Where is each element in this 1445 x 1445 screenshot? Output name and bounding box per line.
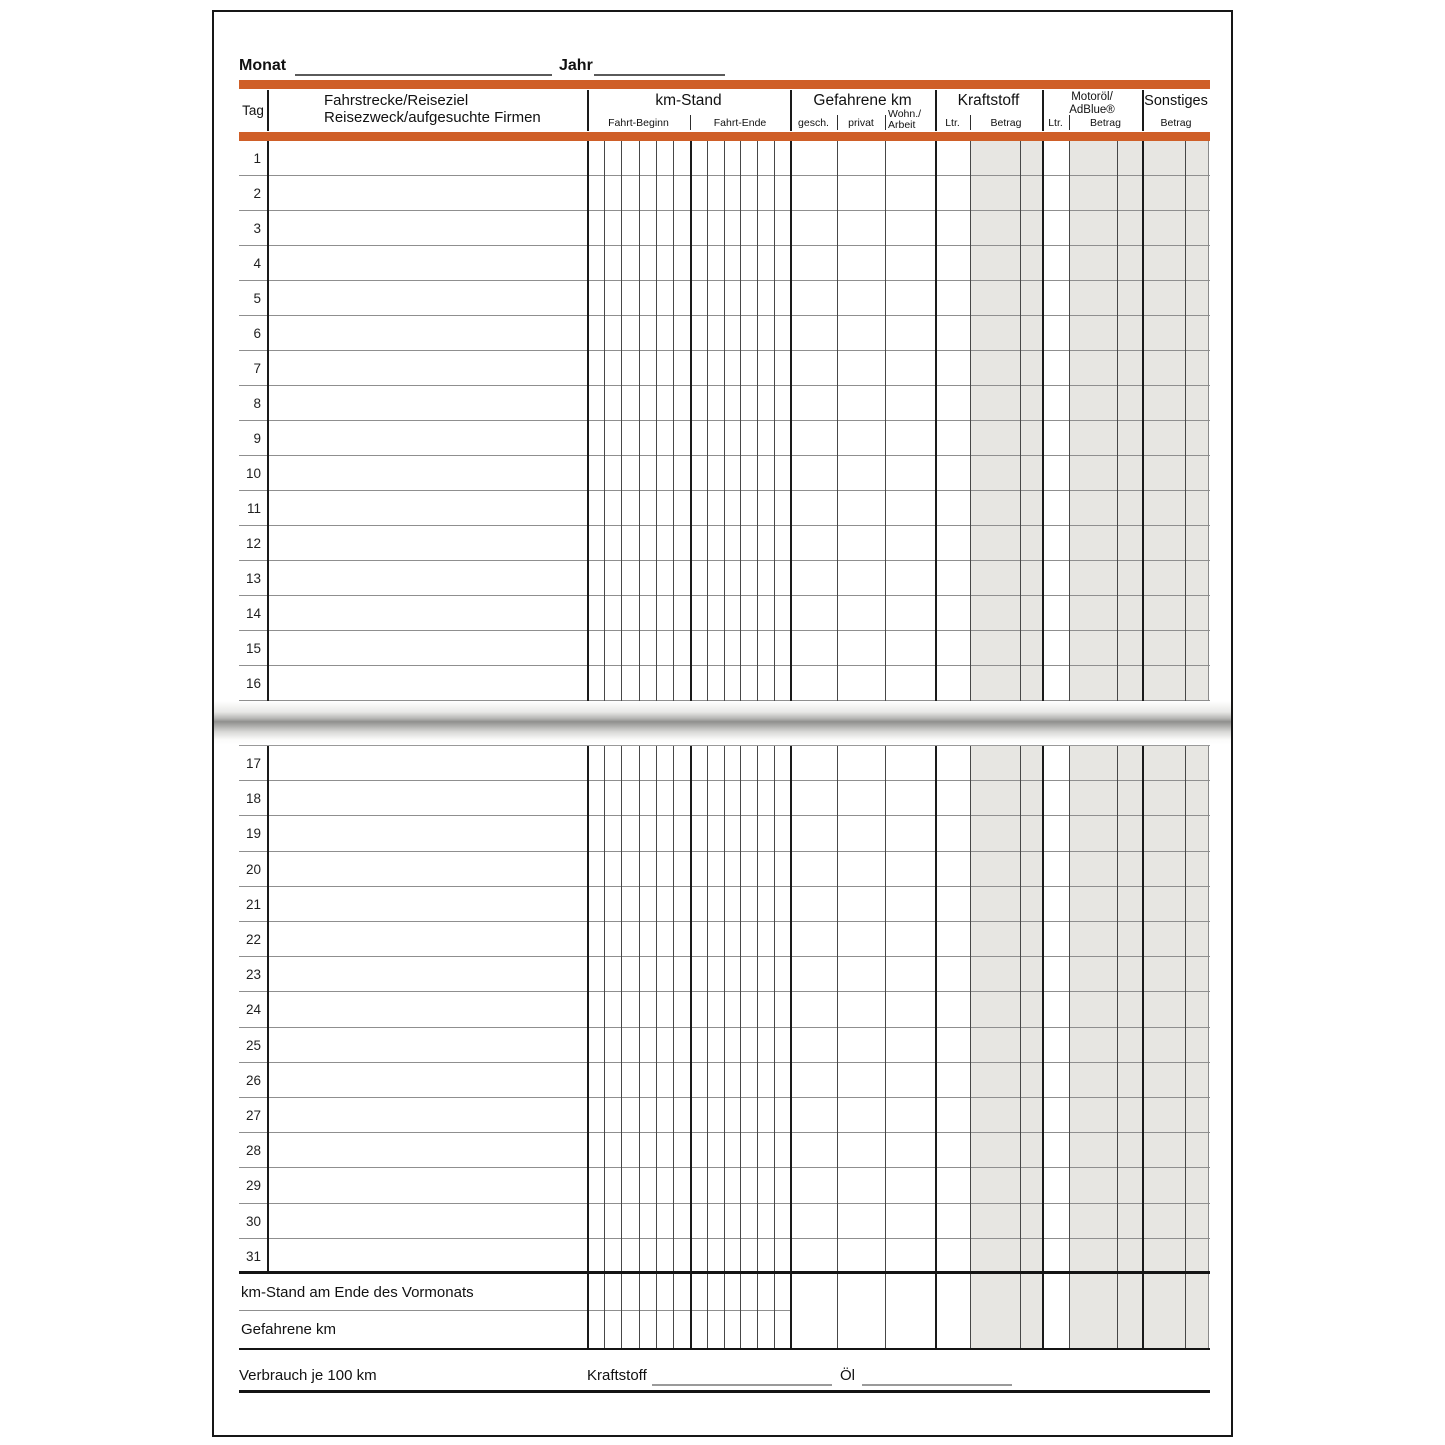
grid-vline: [1142, 141, 1144, 701]
grid-vline: [1042, 1274, 1044, 1348]
page-fold: [214, 701, 1231, 745]
wohn-line2: Arbeit: [888, 118, 916, 131]
days-table-lower: [239, 745, 1210, 1274]
grid-vline: [1042, 746, 1044, 1274]
grid-vline: [1042, 141, 1044, 701]
grid-vline: [935, 141, 937, 701]
grid-vline: [639, 1274, 640, 1348]
grid-vline: [757, 746, 758, 1274]
col-header-route: [324, 93, 541, 126]
col-header-sonstiges: Sonstiges: [1144, 93, 1208, 109]
grid-vline: [1117, 141, 1118, 701]
column-shading: [970, 746, 1042, 1274]
grid-vline: [1142, 746, 1144, 1274]
day-number: 24: [245, 1002, 261, 1018]
column-shading: [1142, 1274, 1209, 1348]
grid-vline: [673, 746, 674, 1274]
day-number: 25: [245, 1037, 261, 1053]
grid-vline: [774, 746, 775, 1274]
day-number: 11: [246, 501, 261, 516]
grid-vline: [267, 746, 269, 1274]
day-number: 2: [253, 186, 261, 201]
grid-vline: [790, 141, 792, 701]
grid-vline: [774, 141, 775, 701]
day-number: 8: [253, 396, 261, 411]
grid-vline: [970, 746, 971, 1274]
day-number: 6: [253, 326, 261, 341]
grid-vline: [673, 141, 674, 701]
day-number: 30: [245, 1213, 261, 1229]
motoroel-line2: AdBlue®: [1069, 103, 1115, 116]
day-number: 1: [253, 151, 261, 166]
header-divider: [267, 90, 269, 131]
day-number: 20: [245, 861, 261, 877]
day-number: 5: [253, 291, 261, 306]
grid-vline: [639, 746, 640, 1274]
monat-blank-line: [295, 74, 552, 76]
grid-vline: [757, 141, 758, 701]
col-header-gefahrene-km: Gefahrene km: [813, 92, 912, 109]
day-number: 10: [245, 466, 261, 481]
col-header-motoroel-betrag: Betrag: [1090, 117, 1121, 129]
grid-vline: [885, 1274, 886, 1348]
accent-bar-top: [239, 80, 1210, 89]
grid-vline: [604, 141, 605, 701]
grid-vline: [1185, 746, 1186, 1274]
grid-vline: [690, 1274, 692, 1348]
footer-bottom-line: [239, 1390, 1210, 1393]
col-header-tag: Tag: [242, 103, 264, 118]
grid-vline: [639, 141, 640, 701]
grid-vline: [790, 746, 792, 1274]
grid-vline: [621, 746, 622, 1274]
day-number: 29: [245, 1178, 261, 1194]
route-line2: Reisezweck/aufgesuchte Firmen: [324, 108, 541, 126]
monat-label: Monat: [239, 57, 287, 74]
grid-vline: [724, 1274, 725, 1348]
grid-vline: [656, 746, 657, 1274]
grid-vline: [740, 141, 741, 701]
grid-vline: [690, 141, 692, 701]
day-number: 3: [253, 221, 261, 236]
grid-vline: [587, 1274, 589, 1348]
grid-vline: [1142, 1274, 1144, 1348]
jahr-label: Jahr: [559, 57, 593, 74]
footer-kraftstoff-blank-line: [652, 1384, 832, 1386]
grid-vline: [690, 746, 692, 1274]
grid-vline: [707, 746, 708, 1274]
day-number: 31: [245, 1248, 261, 1264]
day-number: 14: [245, 606, 261, 621]
column-shading: [1069, 141, 1142, 701]
grid-vline: [774, 1274, 775, 1348]
day-number: 12: [245, 536, 261, 551]
grid-vline: [757, 1274, 758, 1348]
motoroel-line1: Motoröl/: [1071, 91, 1113, 103]
col-header-fahrt-ende: Fahrt-Ende: [713, 117, 767, 129]
col-header-gesch: gesch.: [798, 117, 829, 129]
grid-vline: [740, 1274, 741, 1348]
summary-bottom-line: [239, 1348, 1210, 1350]
grid-vline: [587, 141, 589, 701]
col-header-fahrt-beginn: Fahrt-Beginn: [608, 117, 669, 129]
grid-vline: [885, 141, 886, 701]
days-table-upper: [239, 141, 1210, 701]
day-number: 13: [245, 571, 261, 586]
col-header-kraftstoff: Kraftstoff: [957, 92, 1020, 109]
day-number: 17: [245, 756, 261, 771]
day-number: 27: [245, 1108, 261, 1123]
grid-vline: [935, 746, 937, 1274]
header-subdivider: [885, 115, 886, 130]
day-number: 22: [245, 932, 261, 947]
grid-vline: [707, 1274, 708, 1348]
footer-oel-label: Öl: [840, 1367, 855, 1384]
grid-vline: [1020, 1274, 1021, 1348]
grid-vline: [1020, 746, 1021, 1274]
grid-vline: [740, 746, 741, 1274]
grid-vline: [656, 1274, 657, 1348]
grid-vline: [1117, 746, 1118, 1274]
day-number: 4: [253, 256, 261, 271]
day-number: 19: [245, 826, 261, 842]
column-shading: [970, 1274, 1042, 1348]
grid-vline: [790, 1274, 792, 1348]
grid-vline: [1069, 746, 1070, 1274]
grid-vline: [837, 1274, 838, 1348]
summary-km-stand-label: km-Stand am Ende des Vormonats: [241, 1284, 474, 1301]
grid-vline: [1185, 141, 1186, 701]
day-number: 18: [245, 791, 261, 807]
grid-vline: [970, 141, 971, 701]
grid-vline: [587, 746, 589, 1274]
col-header-wohn-arbeit: [888, 109, 934, 130]
col-header-motoroel-ltr: Ltr.: [1048, 117, 1063, 129]
column-shading: [1142, 746, 1209, 1274]
summary-rows: [239, 1274, 1210, 1348]
column-shading: [1142, 141, 1209, 701]
grid-vline: [1185, 1274, 1186, 1348]
column-shading: [970, 141, 1042, 701]
grid-vline: [1208, 746, 1209, 1274]
col-header-privat: privat: [848, 117, 874, 129]
day-number: 9: [253, 431, 261, 446]
col-header-km-stand: km-Stand: [655, 92, 722, 109]
day-number: 26: [245, 1072, 261, 1088]
grid-vline: [970, 1274, 971, 1348]
grid-vline: [621, 1274, 622, 1348]
logbook-sheet: [212, 10, 1233, 1437]
summary-gefahrene-label: Gefahrene km: [241, 1321, 337, 1338]
grid-vline: [621, 141, 622, 701]
grid-vline: [935, 1274, 937, 1348]
grid-vline: [673, 1274, 674, 1348]
footer-oel-blank-line: [862, 1384, 1012, 1386]
grid-vline: [1208, 141, 1209, 701]
day-number: 23: [245, 967, 261, 983]
grid-vline: [707, 141, 708, 701]
grid-vline: [604, 1274, 605, 1348]
column-shading: [1069, 746, 1142, 1274]
day-number: 28: [245, 1143, 261, 1159]
grid-vline: [1069, 1274, 1070, 1348]
day-number: 7: [253, 361, 261, 376]
day-number: 21: [245, 896, 261, 912]
column-shading: [1069, 1274, 1142, 1348]
table-header: [239, 89, 1210, 132]
day-number: 15: [245, 641, 261, 656]
col-header-sonstiges-betrag: Betrag: [1160, 117, 1192, 129]
col-header-kraftstoff-betrag: Betrag: [990, 117, 1022, 129]
col-header-kraftstoff-ltr: Ltr.: [945, 117, 960, 129]
col-header-motoroel: [1042, 91, 1142, 116]
day-number: 16: [245, 676, 261, 691]
grid-vline: [1020, 141, 1021, 701]
footer-kraftstoff-label: Kraftstoff: [587, 1367, 647, 1384]
grid-vline: [724, 141, 725, 701]
grid-vline: [724, 746, 725, 1274]
grid-vline: [837, 141, 838, 701]
grid-vline: [1069, 141, 1070, 701]
grid-vline: [604, 746, 605, 1274]
grid-vline: [1117, 1274, 1118, 1348]
jahr-blank-line: [594, 74, 725, 76]
grid-vline: [1208, 1274, 1209, 1348]
grid-vline: [656, 141, 657, 701]
wohn-line1: Wohn./: [888, 108, 922, 120]
grid-vline: [267, 141, 269, 701]
route-line1: Fahrstrecke/Reiseziel: [324, 92, 469, 109]
grid-vline: [885, 746, 886, 1274]
accent-bar-header-bottom: [239, 132, 1210, 141]
footer-verbrauch-label: Verbrauch je 100 km: [239, 1367, 377, 1384]
grid-vline: [837, 746, 838, 1274]
